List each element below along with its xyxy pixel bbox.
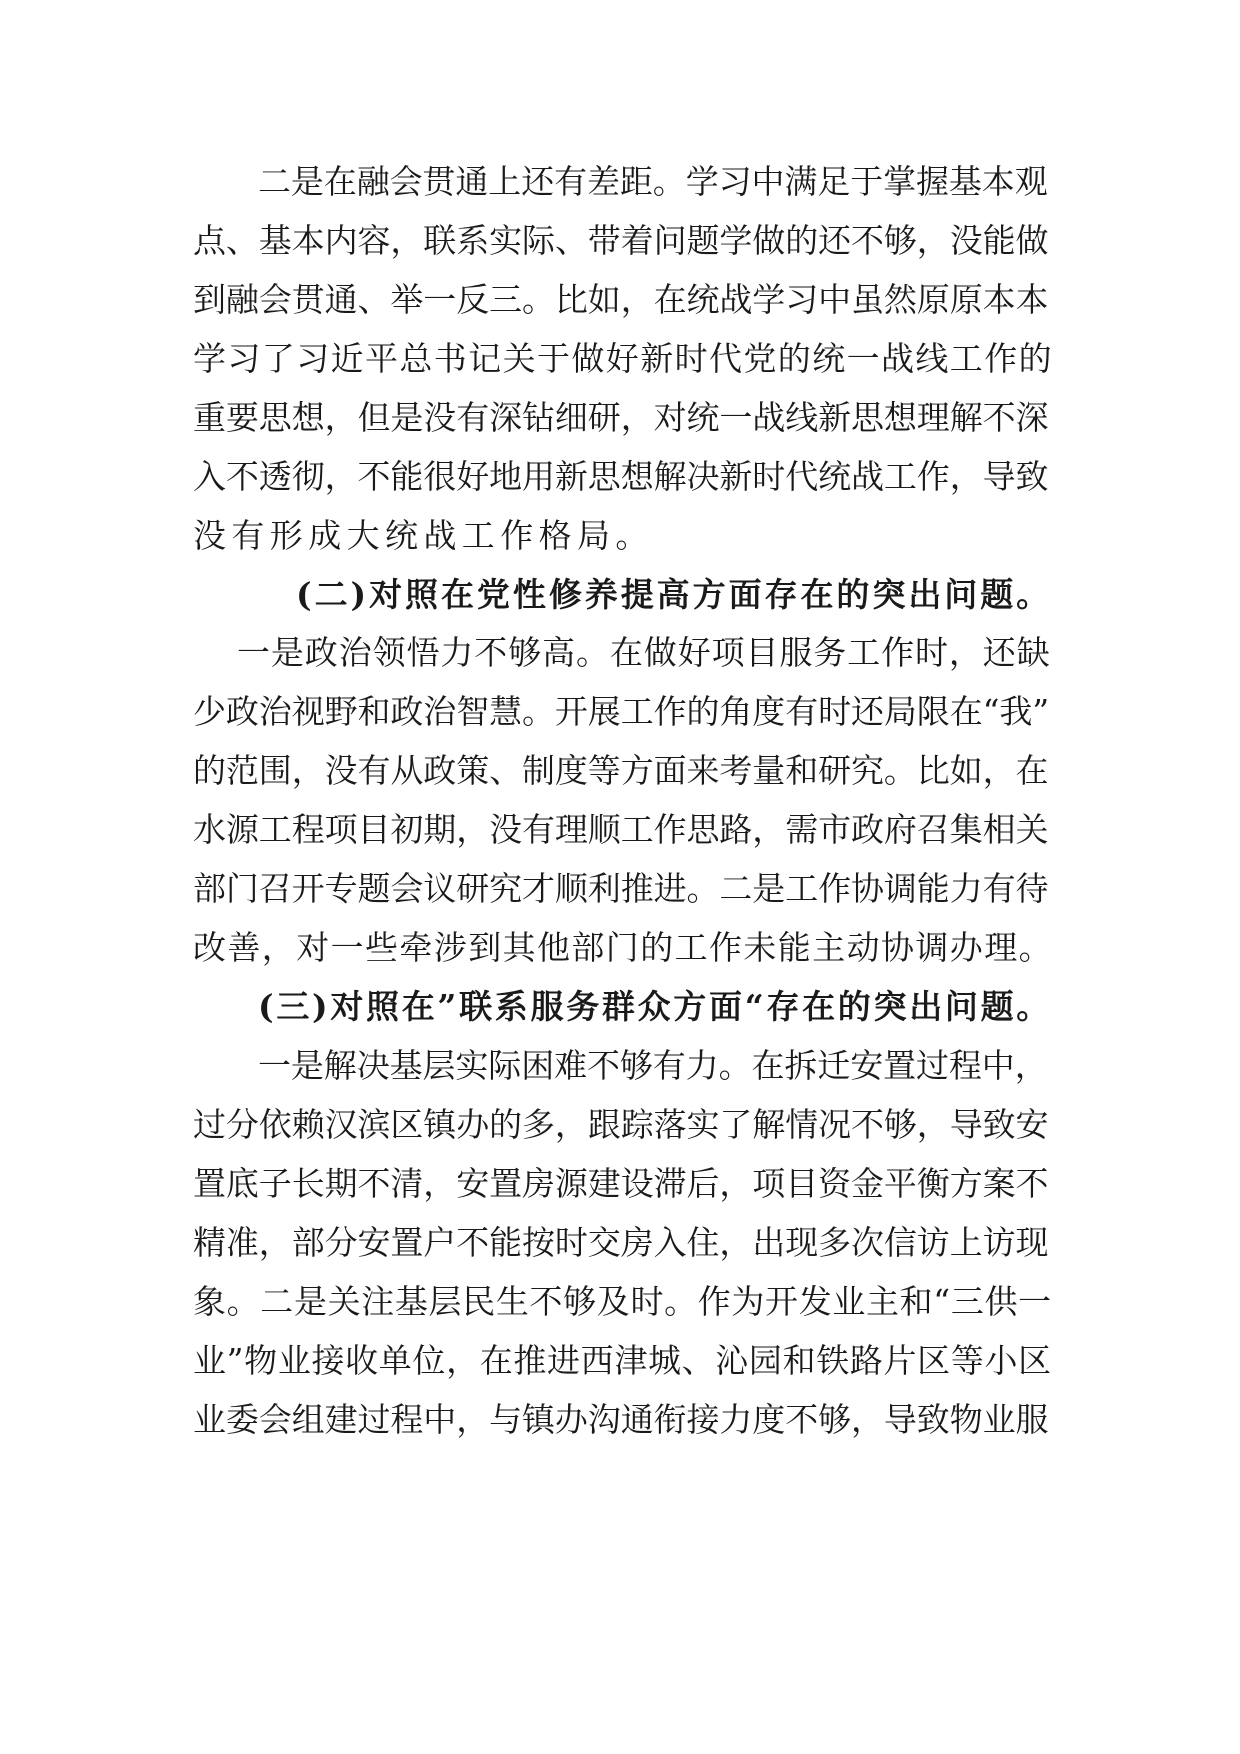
paragraph-line: 没有形成大统战工作格局。 [193, 516, 654, 555]
paragraph-line: 一是政治领悟力不够高。在做好项目服务工作时，还缺 [237, 633, 1051, 672]
paragraph-line: 部门召开专题会议研究才顺利推进。二是工作协调能力有待 [193, 869, 1049, 908]
section-heading-2: (二)对照在党性修养提高方面存在的突出问题。 [296, 575, 1053, 614]
paragraph-line: 的范围，没有从政策、制度等方面来考量和研究。比如，在 [193, 751, 1049, 790]
paragraph-line: 少政治视野和政治智慧。开展工作的角度有时还局限在“我” [193, 692, 1050, 731]
paragraph-line: 水源工程项目初期，没有理顺工作思路，需市政府召集相关 [193, 810, 1049, 849]
paragraph-line: 一是解决基层实际困难不够有力。在拆迁安置过程中， [258, 1046, 1048, 1085]
paragraph-line: 二是在融会贯通上还有差距。学习中满足于掌握基本观 [258, 162, 1048, 201]
paragraph-line: 重要思想，但是没有深钻细研，对统一战线新思想理解不深 [193, 398, 1049, 437]
section-heading-3: (三)对照在”联系服务群众方面“存在的突出问题。 [258, 987, 1052, 1026]
paragraph-line: 点、基本内容，联系实际、带着问题学做的还不够，没能做 [193, 221, 1049, 260]
paragraph-line: 精准，部分安置户不能按时交房入住，出现多次信访上访现 [193, 1223, 1049, 1262]
paragraph-line: 象。二是关注基层民生不够及时。作为开发业主和“三供一 [193, 1282, 1052, 1321]
paragraph-line: 入不透彻，不能很好地用新思想解决新时代统战工作，导致 [193, 457, 1049, 496]
paragraph-line: 到融会贯通、举一反三。比如，在统战学习中虽然原原本本 [193, 280, 1049, 319]
paragraph-line: 业委会组建过程中，与镇办沟通衔接力度不够，导致物业服 [193, 1400, 1049, 1439]
paragraph-line: 业”物业接收单位，在推进西津城、沁园和铁路片区等小区 [193, 1341, 1052, 1380]
paragraph-line: 学习了习近平总书记关于做好新时代党的统一战线工作的 [193, 339, 1053, 378]
paragraph-line: 改善，对一些牵涉到其他部门的工作未能主动协调办理。 [193, 928, 1053, 967]
paragraph-line: 过分依赖汉滨区镇办的多，跟踪落实了解情况不够，导致安 [193, 1105, 1049, 1144]
paragraph-line: 置底子长期不清，安置房源建设滞后，项目资金平衡方案不 [193, 1164, 1049, 1203]
